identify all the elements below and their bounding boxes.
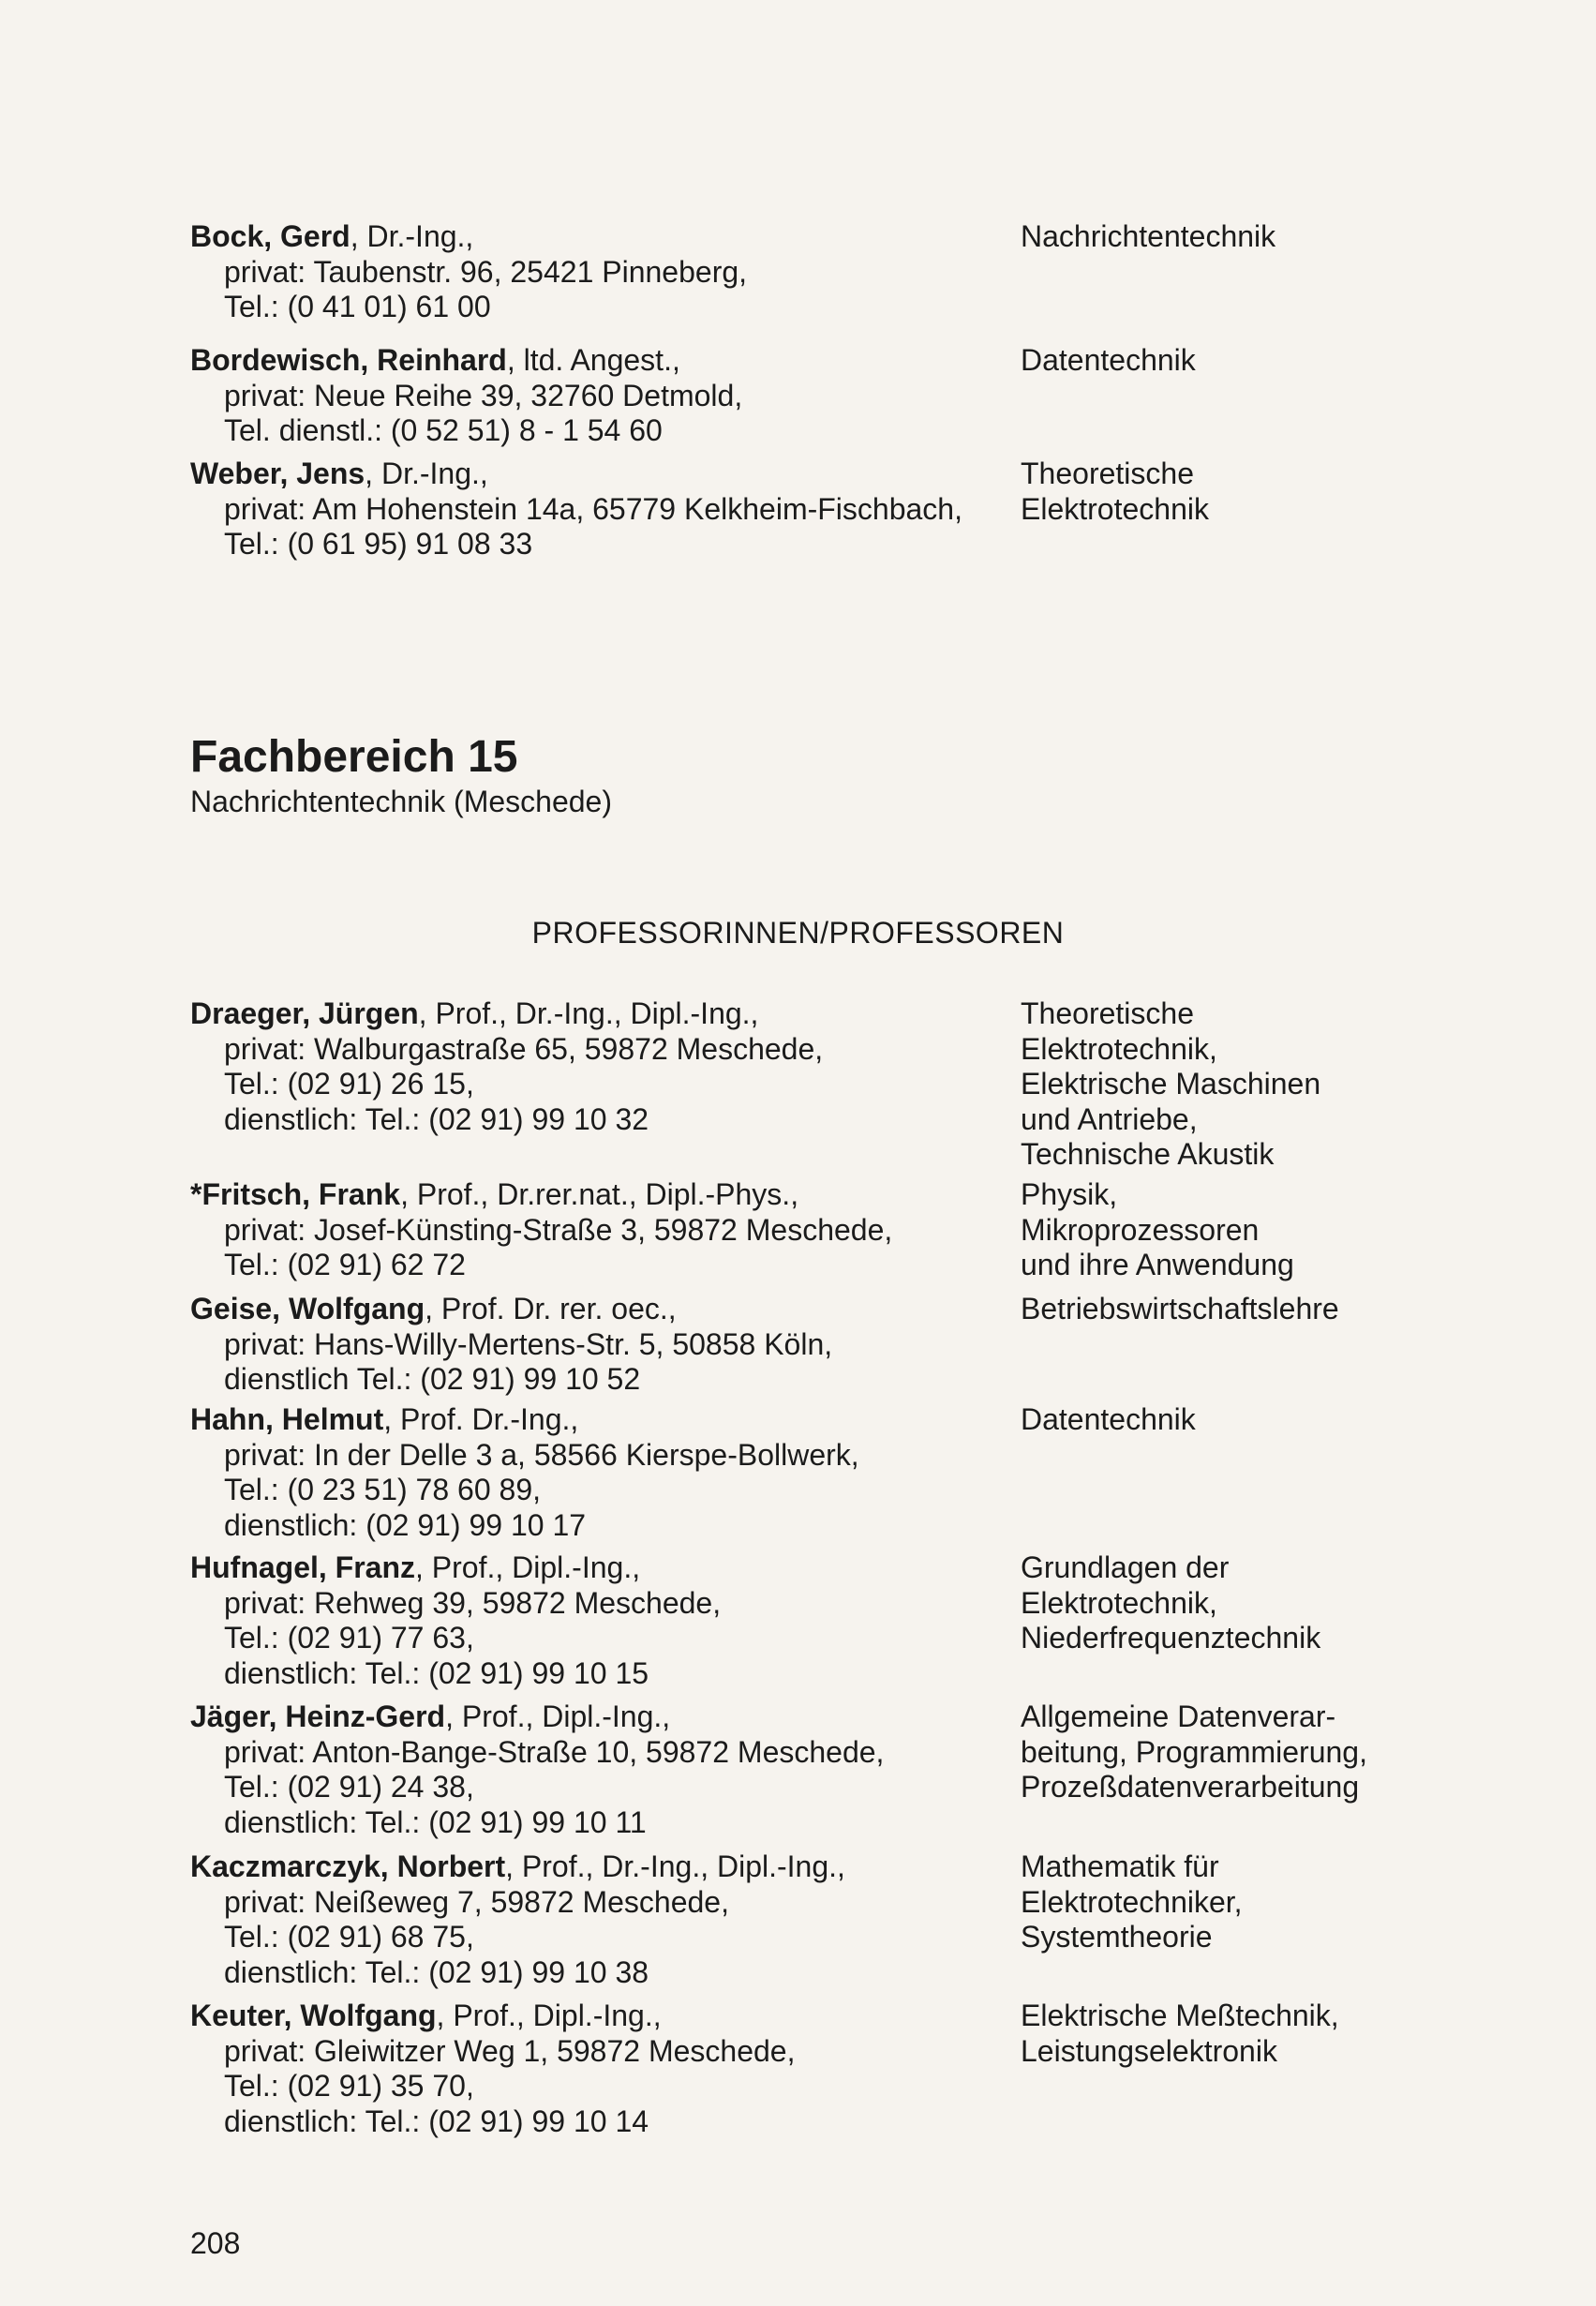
entry-name-line xyxy=(190,457,1006,492)
person-title: , Prof., Dipl.-Ing., xyxy=(436,1999,662,2032)
field-line: Elektrotechnik xyxy=(1021,491,1209,526)
address-line: privat: Walburgastraße 65, 59872 Meschede, xyxy=(224,1031,824,1066)
person-name: Geise, Wolfgang xyxy=(190,1292,425,1325)
person-name: Jäger, Heinz-Gerd xyxy=(190,1700,446,1733)
phone-line: Tel.: (02 91) 68 75, xyxy=(224,1920,474,1954)
entry-name-line xyxy=(190,1292,1006,1327)
field-line: Elektrotechnik, xyxy=(1021,1585,1217,1620)
person-title: , Prof. Dr. rer. oec., xyxy=(425,1292,677,1325)
address-line: privat: Neißeweg 7, 59872 Meschede, xyxy=(224,1884,729,1919)
person-name: Bock, Gerd xyxy=(190,219,351,253)
field-line: Theoretische xyxy=(1021,457,1194,490)
field-line: Prozeßdatenverarbeitung xyxy=(1021,1770,1360,1804)
field-line: Nachrichtentechnik xyxy=(1021,219,1276,253)
field-line: Elektrische Maschinen xyxy=(1021,1067,1321,1101)
field-line: Elektrotechnik, xyxy=(1021,1031,1217,1066)
person-name: Hufnagel, Franz xyxy=(190,1550,416,1584)
field-line: Niederfrequenztechnik xyxy=(1021,1621,1321,1655)
field-line: und ihre Anwendung xyxy=(1021,1248,1294,1281)
person-title: , Prof., Dipl.-Ing., xyxy=(415,1550,641,1584)
field-line: Theoretische xyxy=(1021,996,1194,1030)
fachbereich-subtitle: Nachrichtentechnik (Meschede) xyxy=(190,785,612,818)
field-line: Mathematik für xyxy=(1021,1849,1219,1883)
field-line: Datentechnik xyxy=(1021,1402,1196,1436)
person-title: , Prof., Dr.rer.nat., Dipl.-Phys., xyxy=(400,1177,799,1211)
section-heading: PROFESSORINNEN/PROFESSOREN xyxy=(531,916,1065,950)
phone-line: Tel.: (02 91) 77 63, xyxy=(224,1621,474,1655)
phone-line: Tel. dienstl.: (0 52 51) 8 - 1 54 60 xyxy=(224,413,663,447)
person-title: , Prof., Dr.-Ing., Dipl.-Ing., xyxy=(505,1849,845,1883)
person-name: *Fritsch, Frank xyxy=(190,1177,401,1211)
entry-name-line xyxy=(190,996,1006,1032)
person-title: , Dr.-Ing., xyxy=(365,457,488,490)
person-name: Weber, Jens xyxy=(190,457,365,490)
phone-line: Tel.: (0 41 01) 61 00 xyxy=(224,290,491,323)
phone-line: Tel.: (02 91) 26 15, xyxy=(224,1067,474,1101)
phone-line: Tel.: (0 61 95) 91 08 33 xyxy=(224,527,533,561)
office-phone-line: dienstlich: Tel.: (02 91) 99 10 38 xyxy=(224,1954,649,1989)
phone-line: Tel.: (02 91) 24 38, xyxy=(224,1770,474,1804)
field-line: Datentechnik xyxy=(1021,343,1196,377)
field-line: Systemtheorie xyxy=(1021,1920,1213,1954)
field-line: Elektrotechniker, xyxy=(1021,1884,1243,1919)
person-title: , Prof. Dr.-Ing., xyxy=(383,1402,579,1436)
address-line: privat: Josef-Künsting-Straße 3, 59872 Meschede, xyxy=(224,1212,893,1247)
entry-name-line xyxy=(190,1849,1006,1885)
address-line: privat: Neue Reihe 39, 32760 Detmold, xyxy=(224,378,743,412)
entry-name-line xyxy=(190,1700,1006,1735)
field-line: Elektrische Meßtechnik, xyxy=(1021,1999,1339,2032)
fachbereich-title: Fachbereich 15 xyxy=(190,732,518,782)
office-phone-line: dienstlich: Tel.: (02 91) 99 10 15 xyxy=(224,1655,649,1690)
address-line: privat: Hans-Willy-Mertens-Str. 5, 50858 Köln, xyxy=(224,1326,833,1361)
entry-name-line xyxy=(190,1999,1006,2034)
address-line: privat: Rehweg 39, 59872 Meschede, xyxy=(224,1585,722,1620)
person-title: , Prof., Dr.-Ing., Dipl.-Ing., xyxy=(418,996,759,1030)
phone-line: Tel.: (02 91) 62 72 xyxy=(224,1248,466,1281)
person-name: Hahn, Helmut xyxy=(190,1402,384,1436)
entry-name-line xyxy=(190,1177,1006,1213)
entry-name-line xyxy=(190,1550,1006,1586)
person-name: Bordewisch, Reinhard xyxy=(190,343,507,377)
field-line: Physik, xyxy=(1021,1177,1118,1211)
person-name: Draeger, Jürgen xyxy=(190,996,419,1030)
office-phone-line: dienstlich: (02 91) 99 10 17 xyxy=(224,1507,587,1542)
field-line: Betriebswirtschaftslehre xyxy=(1021,1292,1339,1325)
office-phone-line: dienstlich Tel.: (02 91) 99 10 52 xyxy=(224,1362,641,1396)
field-line: beitung, Programmierung, xyxy=(1021,1734,1367,1769)
entry-name-line xyxy=(190,343,1006,379)
field-line: Leistungselektronik xyxy=(1021,2033,1277,2068)
address-line: privat: In der Delle 3 a, 58566 Kierspe-Bollwerk, xyxy=(224,1437,859,1472)
entry-name-line xyxy=(190,1402,1006,1438)
field-line: Allgemeine Datenverar- xyxy=(1021,1700,1336,1733)
person-name: Keuter, Wolfgang xyxy=(190,1999,437,2032)
address-line: privat: Anton-Bange-Straße 10, 59872 Meschede, xyxy=(224,1734,885,1769)
entry-name-line xyxy=(190,219,1006,255)
page-number: 208 xyxy=(190,2226,241,2260)
office-phone-line: dienstlich: Tel.: (02 91) 99 10 14 xyxy=(224,2104,649,2138)
address-line: privat: Am Hohenstein 14a, 65779 Kelkheim-Fischbach, xyxy=(224,491,962,526)
phone-line: Tel.: (0 23 51) 78 60 89, xyxy=(224,1473,541,1506)
field-line: Grundlagen der xyxy=(1021,1550,1230,1584)
address-line: privat: Taubenstr. 96, 25421 Pinneberg, xyxy=(224,254,748,289)
person-title: , ltd. Angest., xyxy=(506,343,680,377)
phone-line: Tel.: (02 91) 35 70, xyxy=(224,2069,474,2103)
field-line: Mikroprozessoren xyxy=(1021,1212,1260,1247)
office-phone-line: dienstlich: Tel.: (02 91) 99 10 32 xyxy=(224,1101,649,1136)
person-title: , Dr.-Ing., xyxy=(350,219,474,253)
person-name: Kaczmarczyk, Norbert xyxy=(190,1849,506,1883)
field-line: Technische Akustik xyxy=(1021,1137,1275,1171)
address-line: privat: Gleiwitzer Weg 1, 59872 Meschede, xyxy=(224,2033,796,2068)
person-title: , Prof., Dipl.-Ing., xyxy=(445,1700,671,1733)
office-phone-line: dienstlich: Tel.: (02 91) 99 10 11 xyxy=(224,1804,647,1839)
field-line: und Antriebe, xyxy=(1021,1101,1198,1136)
